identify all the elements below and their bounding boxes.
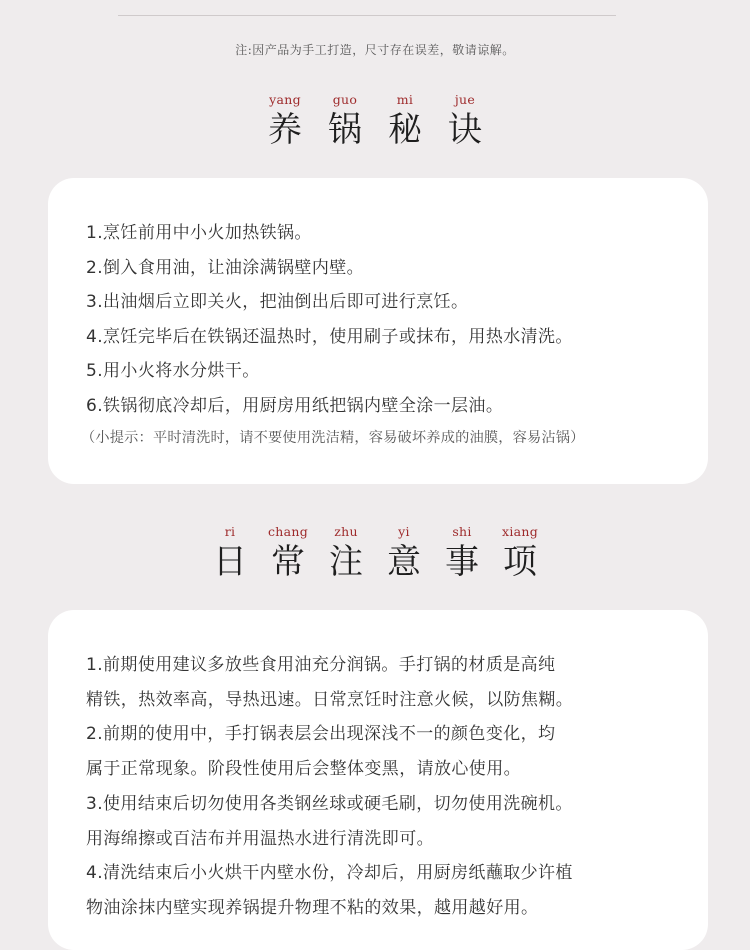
care-tip: （小提示：平时清洗时，请不要使用洗洁精，容易破坏养成的油膜，容易沾锅）: [81, 430, 585, 446]
pinyin: ri: [224, 524, 236, 539]
care-steps-card: [48, 178, 708, 484]
hanzi: 意: [387, 542, 421, 582]
title-char: [435, 90, 495, 150]
note-line: 用海绵擦或百洁布并用温热水进行清洗即可。: [86, 828, 434, 849]
top-divider: [118, 15, 616, 16]
hanzi: 项: [503, 542, 537, 582]
hanzi: 锅: [328, 110, 362, 150]
care-step: 6.铁锅彻底冷却后，用厨房用纸把锅内壁全涂一层油。: [86, 395, 504, 416]
pinyin: shi: [452, 524, 472, 539]
note-line: 1.前期使用建议多放些食用油充分润锅。手打锅的材质是高纯: [86, 655, 556, 675]
title-char: [491, 522, 549, 582]
care-step: 5.用小火将水分烘干。: [86, 361, 260, 381]
title-char: [433, 522, 491, 582]
title-char: [315, 90, 375, 150]
note-line: 精铁，热效率高，导热迅速。日常烹饪时注意火候，以防焦糊。: [86, 689, 574, 710]
care-step: 2.倒入食用油，让油涂满锅壁内壁。: [86, 257, 365, 278]
section-title-daily-notes: [0, 522, 750, 582]
pinyin: jue: [454, 92, 476, 107]
note-line: 属于正常现象。阶段性使用后会整体变黑，请放心使用。: [86, 759, 521, 780]
pinyin: yang: [269, 92, 301, 107]
hanzi: 日: [213, 542, 247, 582]
pinyin: guo: [332, 92, 358, 107]
pinyin: zhu: [334, 524, 358, 539]
care-step: 1.烹饪前用中小火加热铁锅。: [86, 223, 312, 243]
care-step: 3.出油烟后立即关火，把油倒出后即可进行烹饪。: [86, 292, 469, 312]
note-line: 2.前期的使用中，手打锅表层会出现深浅不一的颜色变化，均: [86, 724, 556, 745]
pinyin: chang: [267, 524, 309, 539]
title-char: [259, 522, 317, 582]
hanzi: 诀: [448, 110, 482, 150]
note-line: 4.清洗结束后小火烘干内壁水份，冷却后，用厨房纸蘸取少许植: [86, 863, 573, 884]
hanzi: 常: [271, 542, 305, 582]
pinyin: mi: [396, 92, 414, 107]
hanzi: 注: [329, 542, 363, 582]
section-title-care-secrets: [0, 90, 750, 150]
title-char: [375, 522, 433, 582]
title-char: [317, 522, 375, 582]
note-line: 物油涂抹内壁实现养锅提升物理不粘的效果，越用越好用。: [86, 897, 539, 918]
disclaimer-note: 注:因产品为手工打造，尺寸存在误差，敬请谅解。: [235, 43, 515, 57]
note-line: 3.使用结束后切勿使用各类钢丝球或硬毛刷，切勿使用洗碗机。: [86, 793, 573, 814]
pinyin: xiang: [501, 524, 539, 539]
daily-notes-card: [48, 610, 708, 950]
title-char: [375, 90, 435, 150]
hanzi: 秘: [388, 110, 422, 150]
hanzi: 养: [268, 110, 302, 150]
title-char: [255, 90, 315, 150]
pinyin: yi: [398, 524, 410, 539]
title-char: [201, 522, 259, 582]
hanzi: 事: [445, 542, 479, 582]
care-step: 4.烹饪完毕后在铁锅还温热时，使用刷子或抹布，用热水清洗。: [86, 326, 573, 347]
